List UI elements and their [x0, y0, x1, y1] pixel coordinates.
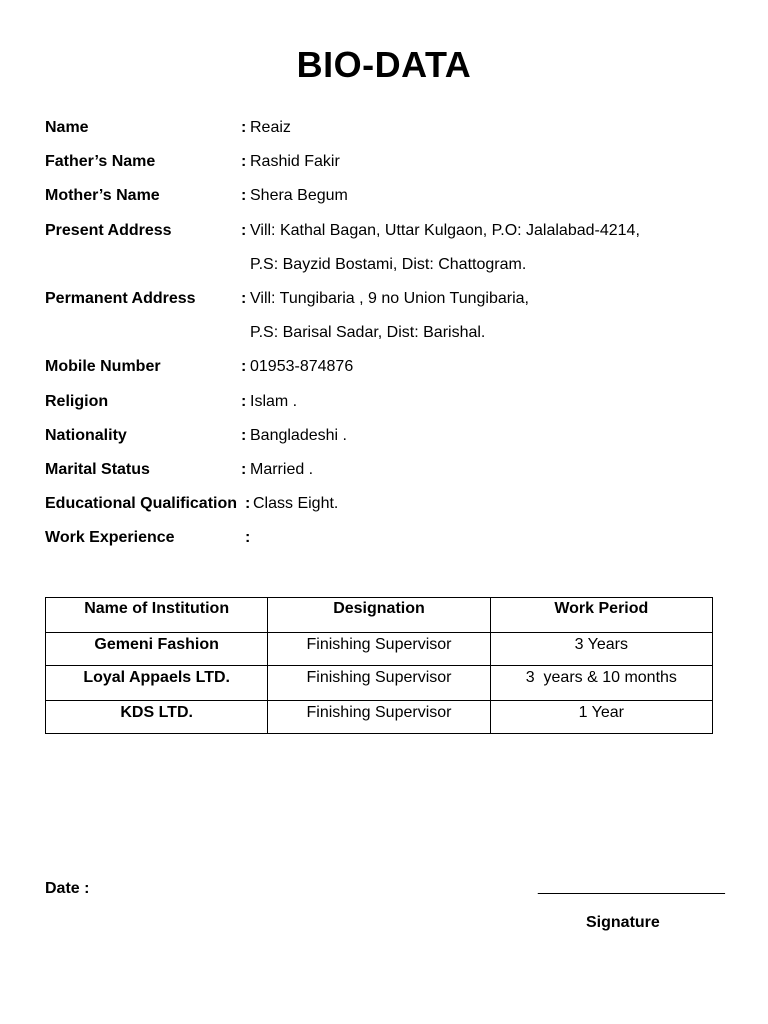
field-fathers-name: [45, 150, 735, 184]
field-value: Shera Begum: [250, 187, 348, 205]
column-header-institution: Name of Institution: [46, 598, 268, 633]
field-colon: :: [241, 289, 247, 307]
cell-work-period: 3 years & 10 months: [490, 666, 712, 701]
signature-line: _____________________: [538, 878, 725, 895]
field-permanent-address-continued: [45, 321, 735, 355]
field-colon: :: [241, 460, 247, 478]
field-colon: :: [241, 187, 247, 205]
cell-designation: Finishing Supervisor: [268, 701, 490, 734]
field-label: Mobile Number: [45, 358, 161, 376]
field-marital-status: [45, 458, 735, 492]
table-header-row: [46, 598, 713, 633]
field-label: Marital Status: [45, 460, 150, 478]
field-colon: :: [241, 119, 247, 136]
column-header-designation: Designation: [268, 598, 490, 633]
field-label: Father’s Name: [45, 153, 156, 171]
field-colon: :: [241, 426, 247, 444]
field-value: Rashid Fakir: [250, 153, 340, 171]
field-mobile-number: [45, 355, 735, 389]
field-permanent-address: [45, 287, 735, 321]
cell-institution: Gemeni Fashion: [46, 633, 268, 666]
field-value-continued: P.S: Barisal Sadar, Dist: Barishal.: [250, 324, 486, 342]
table-row: [46, 666, 713, 701]
cell-institution: Loyal Appaels LTD.: [46, 666, 268, 701]
field-label: Religion: [45, 392, 109, 410]
cell-institution: KDS LTD.: [46, 701, 268, 734]
work-experience-table: [45, 597, 713, 734]
field-value: Class Eight.: [253, 495, 339, 513]
signature-label: Signature: [586, 914, 660, 931]
field-present-address: [45, 219, 735, 253]
field-educational-qualification: [45, 492, 735, 526]
cell-designation: Finishing Supervisor: [268, 666, 490, 701]
field-value: Bangladeshi .: [250, 426, 347, 444]
field-label: Work Experience: [45, 529, 175, 547]
cell-work-period: 1 Year: [490, 701, 712, 734]
field-name: [45, 116, 735, 150]
page-title: BIO-DATA: [296, 44, 472, 85]
cell-work-period: 3 Years: [490, 633, 712, 666]
field-present-address-continued: [45, 253, 735, 287]
field-value: Vill: Kathal Bagan, Uttar Kulgaon, P.O: Jalalabad-4214,: [250, 221, 640, 239]
field-nationality: [45, 424, 735, 458]
cell-designation: Finishing Supervisor: [268, 633, 490, 666]
field-value: 01953-874876: [250, 358, 354, 376]
field-value: Married .: [250, 460, 314, 478]
field-value-continued: P.S: Bayzid Bostami, Dist: Chattogram.: [250, 255, 527, 273]
date-label: Date :: [45, 880, 90, 897]
personal-details: [45, 116, 735, 560]
field-work-experience: [45, 526, 735, 560]
field-colon: :: [241, 358, 247, 376]
column-header-work-period: Work Period: [490, 598, 712, 633]
table-row: [46, 701, 713, 734]
field-value: Vill: Tungibaria , 9 no Union Tungibaria,: [250, 289, 529, 307]
field-colon: :: [241, 153, 247, 171]
field-label: Mother’s Name: [45, 187, 160, 205]
field-mothers-name: [45, 184, 735, 218]
field-value: Reaiz: [250, 119, 291, 136]
field-label: Educational Qualification: [45, 495, 238, 513]
field-label: Permanent Address: [45, 289, 196, 307]
field-label: Nationality: [45, 426, 127, 444]
field-colon: :: [241, 221, 247, 239]
field-colon: :: [245, 529, 251, 547]
field-colon: :: [245, 495, 251, 513]
field-colon: :: [241, 392, 247, 410]
field-value: Islam .: [250, 392, 298, 410]
table-row: [46, 633, 713, 666]
field-label: Name: [45, 119, 89, 136]
field-label: Present Address: [45, 221, 172, 239]
field-religion: [45, 390, 735, 424]
